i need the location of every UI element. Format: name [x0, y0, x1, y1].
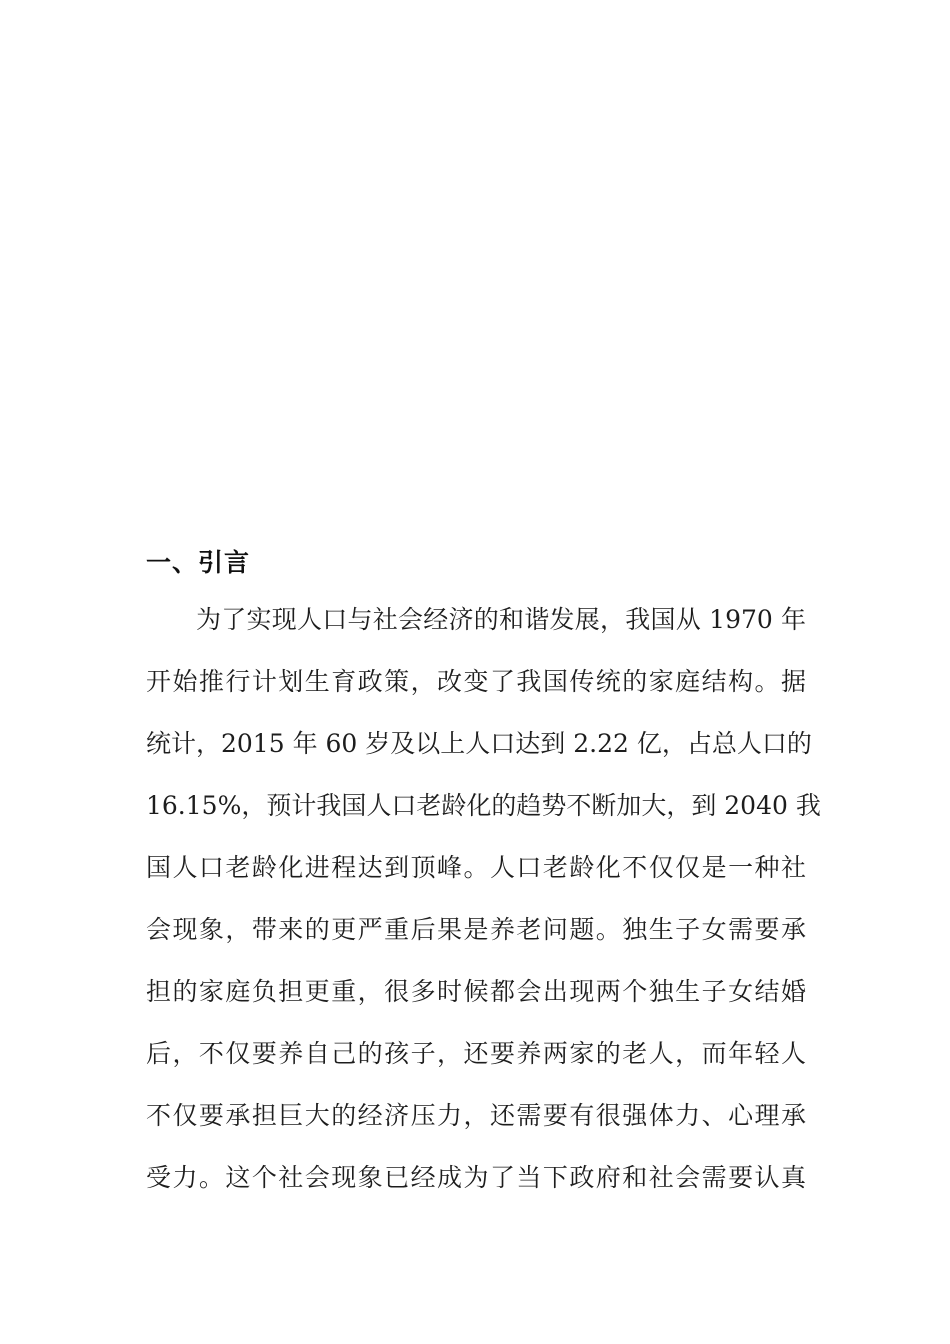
paragraph-line: 受力。这个社会现象已经成为了当下政府和社会需要认真: [146, 1163, 806, 1192]
paragraph-line: 国人口老龄化进程达到顶峰。人口老龄化不仅仅是一种社: [146, 853, 806, 882]
paragraph-line: 后，不仅要养自己的孩子，还要养两家的老人，而年轻人: [146, 1039, 806, 1068]
section-heading: 一、引言: [146, 548, 251, 577]
paragraph-line: 开始推行计划生育政策，改变了我国传统的家庭结构。据: [146, 667, 806, 696]
paragraph-line: 不仅要承担巨大的经济压力，还需要有很强体力、心理承: [146, 1101, 806, 1130]
paragraph-line: 会现象，带来的更严重后果是养老问题。独生子女需要承: [146, 915, 806, 944]
paragraph-line: 担的家庭负担更重，很多时候都会出现两个独生子女结婚: [146, 977, 806, 1006]
paragraph-line: 统计，2015 年 60 岁及以上人口达到 2.22 亿，占总人口的: [146, 729, 812, 758]
paragraph-line: 为了实现人口与社会经济的和谐发展，我国从 1970 年: [196, 605, 806, 634]
paragraph-line: 16.15%，预计我国人口老龄化的趋势不断加大，到 2040 我: [146, 791, 821, 820]
section-body: [146, 602, 821, 1222]
